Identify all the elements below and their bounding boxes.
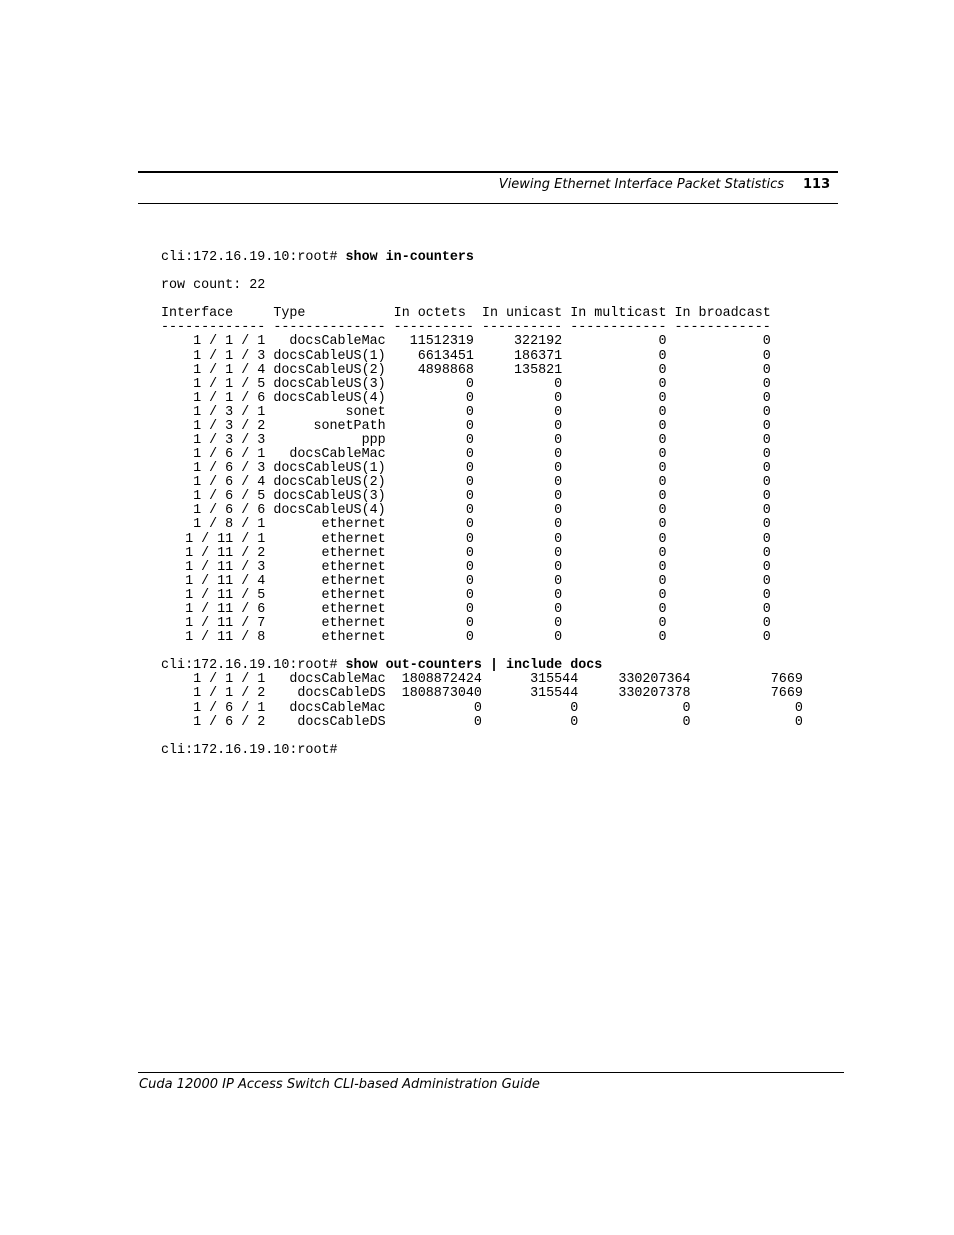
output-line: 1 / 3 / 1 sonet 0 0 0 0 xyxy=(161,403,771,420)
header-bottom-rule xyxy=(138,203,838,204)
command-line xyxy=(161,658,803,672)
cli-prompt: cli:172.16.19.10:root# xyxy=(161,657,346,674)
output-line: Interface Type In octets In unicast In multicast In broadcast xyxy=(161,305,771,322)
output-line: 1 / 6 / 4 docsCableUS(2) 0 0 0 0 xyxy=(161,474,771,491)
footer-rule xyxy=(138,1072,844,1073)
blank-line xyxy=(161,644,803,658)
header-top-rule xyxy=(138,171,838,173)
output-line: 1 / 6 / 1 docsCableMac 0 0 0 0 xyxy=(161,446,771,463)
output-line: 1 / 11 / 5 ethernet 0 0 0 0 xyxy=(161,586,771,603)
output-line: cli:172.16.19.10:root# xyxy=(161,741,338,758)
output-line: row count: 22 xyxy=(161,277,266,294)
output-line: 1 / 11 / 6 ethernet 0 0 0 0 xyxy=(161,600,771,617)
output-line: 1 / 1 / 6 docsCableUS(4) 0 0 0 0 xyxy=(161,389,771,406)
cli-command: show out-counters | include docs xyxy=(345,657,603,674)
output-line: 1 / 11 / 8 ethernet 0 0 0 0 xyxy=(161,629,771,646)
output-line: 1 / 1 / 1 docsCableMac 1808872424 315544 330207364 7669 xyxy=(161,671,803,688)
footer-title: Cuda 12000 IP Access Switch CLI-based Administration Guide xyxy=(139,1077,540,1092)
blank-line xyxy=(161,292,803,306)
terminal-output xyxy=(161,250,803,757)
output-line: 1 / 6 / 5 docsCableUS(3) 0 0 0 0 xyxy=(161,488,771,505)
output-line: 1 / 6 / 2 docsCableDS 0 0 0 0 xyxy=(161,713,803,730)
output-line: 1 / 1 / 1 docsCableMac 11512319 322192 0 0 xyxy=(161,333,771,350)
output-line: 1 / 8 / 1 ethernet 0 0 0 0 xyxy=(161,516,771,533)
output-line: 1 / 11 / 1 ethernet 0 0 0 0 xyxy=(161,530,771,547)
page-number: 113 xyxy=(803,177,831,192)
output-line: 1 / 1 / 2 docsCableDS 1808873040 315544 330207378 7669 xyxy=(161,685,803,702)
output-line: 1 / 1 / 4 docsCableUS(2) 4898868 135821 0 0 xyxy=(161,361,771,378)
cli-prompt: cli:172.16.19.10:root# xyxy=(161,249,346,265)
blank-line xyxy=(161,729,803,743)
running-header-title: Viewing Ethernet Interface Packet Statistics xyxy=(498,177,784,192)
command-line xyxy=(161,250,803,264)
output-line: 1 / 6 / 3 docsCableUS(1) 0 0 0 0 xyxy=(161,460,771,477)
output-line: 1 / 11 / 4 ethernet 0 0 0 0 xyxy=(161,572,771,589)
output-line: 1 / 11 / 3 ethernet 0 0 0 0 xyxy=(161,558,771,575)
output-line: 1 / 6 / 6 docsCableUS(4) 0 0 0 0 xyxy=(161,502,771,519)
output-line: 1 / 11 / 2 ethernet 0 0 0 0 xyxy=(161,544,771,561)
output-line: 1 / 11 / 7 ethernet 0 0 0 0 xyxy=(161,615,771,632)
output-line: 1 / 3 / 3 ppp 0 0 0 0 xyxy=(161,432,771,449)
output-line: ------------- -------------- ---------- ---------- ------------ ------------ xyxy=(161,319,771,336)
output-line: 1 / 6 / 1 docsCableMac 0 0 0 0 xyxy=(161,699,803,716)
output-line: 1 / 3 / 2 sonetPath 0 0 0 0 xyxy=(161,417,771,434)
output-line: 1 / 1 / 5 docsCableUS(3) 0 0 0 0 xyxy=(161,375,771,392)
output-line: 1 / 1 / 3 docsCableUS(1) 6613451 186371 0 0 xyxy=(161,347,771,364)
cli-command: show in-counters xyxy=(345,249,474,265)
blank-line xyxy=(161,264,803,278)
